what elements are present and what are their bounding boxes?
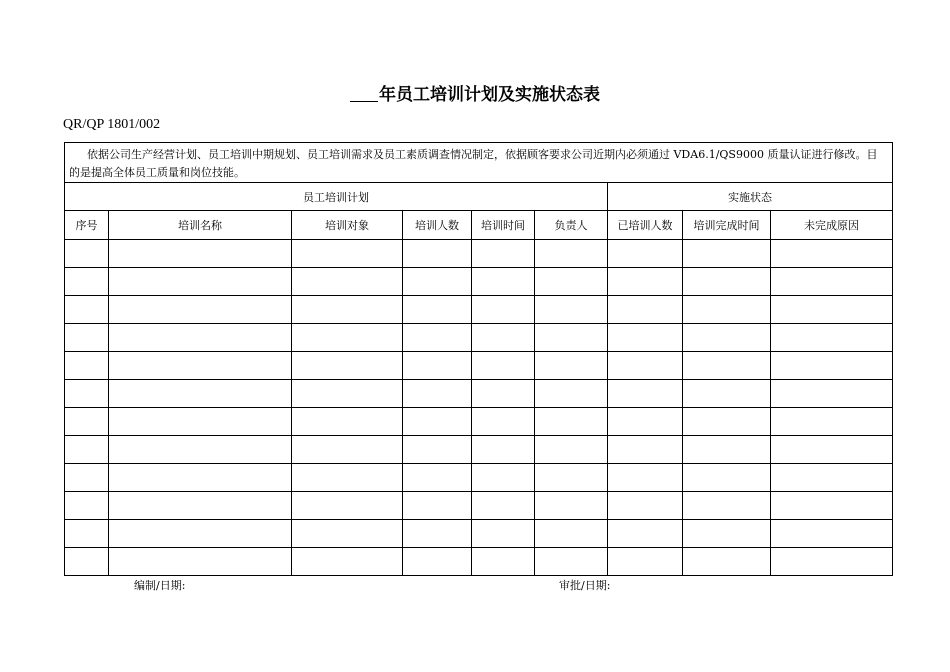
table-cell[interactable] (403, 520, 472, 548)
col-header-index: 序号 (65, 211, 109, 240)
table-cell[interactable] (771, 492, 893, 520)
col-header-owner: 负责人 (535, 211, 608, 240)
table-cell[interactable] (683, 436, 771, 464)
table-cell[interactable] (608, 548, 683, 576)
table-cell[interactable] (683, 240, 771, 268)
table-cell[interactable] (535, 268, 608, 296)
table-cell[interactable] (109, 492, 292, 520)
table-cell[interactable] (65, 408, 109, 436)
table-cell[interactable] (683, 548, 771, 576)
table-cell[interactable] (608, 408, 683, 436)
table-cell[interactable] (472, 492, 535, 520)
table-cell[interactable] (535, 380, 608, 408)
table-cell[interactable] (109, 548, 292, 576)
table-cell[interactable] (771, 240, 893, 268)
table-cell[interactable] (771, 380, 893, 408)
table-cell[interactable] (109, 380, 292, 408)
table-cell[interactable] (771, 296, 893, 324)
table-cell[interactable] (109, 520, 292, 548)
table-cell[interactable] (403, 548, 472, 576)
table-cell[interactable] (472, 380, 535, 408)
table-cell[interactable] (608, 464, 683, 492)
table-cell[interactable] (403, 492, 472, 520)
table-cell[interactable] (109, 324, 292, 352)
table-cell[interactable] (608, 324, 683, 352)
table-cell[interactable] (472, 436, 535, 464)
table-cell[interactable] (403, 464, 472, 492)
table-cell[interactable] (771, 408, 893, 436)
table-cell[interactable] (608, 352, 683, 380)
table-cell[interactable] (771, 548, 893, 576)
col-header-audience: 培训对象 (292, 211, 403, 240)
table-cell[interactable] (771, 520, 893, 548)
table-cell[interactable] (403, 240, 472, 268)
table-cell[interactable] (472, 520, 535, 548)
table-cell[interactable] (109, 240, 292, 268)
table-cell[interactable] (403, 352, 472, 380)
table-cell[interactable] (535, 464, 608, 492)
table-cell[interactable] (292, 268, 403, 296)
table-row (65, 324, 893, 352)
table-cell[interactable] (292, 492, 403, 520)
table-cell[interactable] (65, 436, 109, 464)
table-row (65, 296, 893, 324)
table-cell[interactable] (403, 268, 472, 296)
table-cell[interactable] (109, 408, 292, 436)
table-cell[interactable] (292, 296, 403, 324)
table-cell[interactable] (683, 380, 771, 408)
table-cell[interactable] (65, 240, 109, 268)
table-cell[interactable] (292, 436, 403, 464)
table-cell[interactable] (403, 324, 472, 352)
table-cell[interactable] (292, 520, 403, 548)
table-row (65, 380, 893, 408)
table-cell[interactable] (771, 324, 893, 352)
table-cell[interactable] (683, 520, 771, 548)
table-cell[interactable] (535, 520, 608, 548)
col-header-trained-count: 已培训人数 (608, 211, 683, 240)
table-cell[interactable] (535, 352, 608, 380)
table-cell[interactable] (608, 492, 683, 520)
table-cell[interactable] (683, 408, 771, 436)
form-code: QR/QP 1801/002 (63, 117, 161, 132)
table-cell[interactable] (472, 408, 535, 436)
table-cell[interactable] (292, 464, 403, 492)
table-cell[interactable] (472, 240, 535, 268)
table-row (65, 240, 893, 268)
page-title: 年员工培训计划及实施状态表 (0, 80, 950, 105)
intro-text: 依据公司生产经营计划、员工培训中期规划、员工培训需求及员工素质调查情况制定，依据顾客要求公司近期内必须通过 VDA6.1/QS9000 质量认证进行修改。目的是提高全体员工质量和岗位技能。 (69, 148, 878, 179)
section-plan-header: 员工培训计划 (65, 183, 608, 211)
table-cell[interactable] (608, 268, 683, 296)
table-cell[interactable] (535, 548, 608, 576)
table-cell[interactable] (535, 408, 608, 436)
table-cell[interactable] (472, 352, 535, 380)
table-row (65, 268, 893, 296)
table-cell[interactable] (109, 436, 292, 464)
table-cell[interactable] (292, 352, 403, 380)
table-cell[interactable] (292, 380, 403, 408)
table-cell[interactable] (65, 492, 109, 520)
col-header-training-name: 培训名称 (109, 211, 292, 240)
table-cell[interactable] (535, 436, 608, 464)
table-cell[interactable] (472, 324, 535, 352)
year-blank[interactable] (350, 86, 378, 102)
table-cell[interactable] (65, 324, 109, 352)
table-cell[interactable] (771, 268, 893, 296)
table-cell[interactable] (683, 492, 771, 520)
table-cell[interactable] (109, 268, 292, 296)
table-cell[interactable] (109, 296, 292, 324)
table-cell[interactable] (535, 296, 608, 324)
table-row (65, 464, 893, 492)
table-cell[interactable] (608, 380, 683, 408)
intro-text-cell (65, 143, 893, 183)
table-cell[interactable] (292, 548, 403, 576)
table-cell[interactable] (65, 296, 109, 324)
table-cell[interactable] (472, 548, 535, 576)
table-cell[interactable] (403, 436, 472, 464)
table-cell[interactable] (403, 380, 472, 408)
table-row (65, 408, 893, 436)
table-cell[interactable] (65, 464, 109, 492)
table-cell[interactable] (683, 268, 771, 296)
table-cell[interactable] (65, 520, 109, 548)
table-cell[interactable] (683, 296, 771, 324)
table-cell[interactable] (109, 352, 292, 380)
table-cell[interactable] (608, 436, 683, 464)
col-header-completion-time: 培训完成时间 (683, 211, 771, 240)
table-cell[interactable] (683, 464, 771, 492)
table-cell[interactable] (608, 520, 683, 548)
table-cell[interactable] (65, 548, 109, 576)
table-cell[interactable] (683, 324, 771, 352)
table-cell[interactable] (472, 268, 535, 296)
table-cell[interactable] (292, 408, 403, 436)
table-cell[interactable] (608, 240, 683, 268)
table-cell[interactable] (292, 240, 403, 268)
table-cell[interactable] (65, 380, 109, 408)
table-cell[interactable] (771, 436, 893, 464)
table-cell[interactable] (535, 240, 608, 268)
editor-date-label: 编制/日期: (134, 579, 186, 592)
table-cell[interactable] (292, 324, 403, 352)
table-cell[interactable] (109, 464, 292, 492)
table-cell[interactable] (683, 352, 771, 380)
table-row (65, 436, 893, 464)
table-cell[interactable] (472, 296, 535, 324)
table-cell[interactable] (535, 492, 608, 520)
table-row (65, 548, 893, 576)
col-header-headcount: 培训人数 (403, 211, 472, 240)
table-cell[interactable] (771, 464, 893, 492)
table-cell[interactable] (472, 464, 535, 492)
table-cell[interactable] (535, 324, 608, 352)
table-cell[interactable] (65, 268, 109, 296)
table-cell[interactable] (608, 296, 683, 324)
table-row (65, 352, 893, 380)
col-header-time: 培训时间 (472, 211, 535, 240)
table-row (65, 492, 893, 520)
table-cell[interactable] (403, 408, 472, 436)
table-cell[interactable] (403, 296, 472, 324)
table-row (65, 520, 893, 548)
training-plan-table (64, 142, 893, 576)
table-cell[interactable] (65, 352, 109, 380)
section-status-header: 实施状态 (608, 183, 893, 211)
col-header-incomplete-reason: 未完成原因 (771, 211, 893, 240)
approver-date-label: 审批/日期: (559, 579, 611, 592)
table-cell[interactable] (771, 352, 893, 380)
